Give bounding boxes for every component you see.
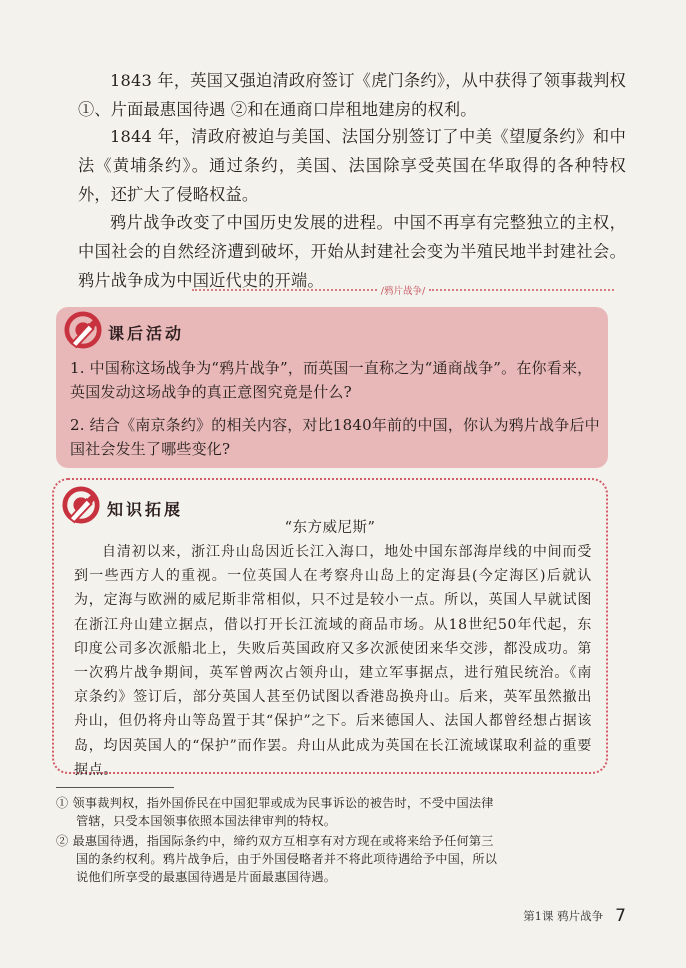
divider-dots-left <box>192 289 377 291</box>
activity-title: 课后活动 <box>108 324 185 343</box>
paragraph-humen-treaty: 1843 年，英国又强迫清政府签订《虎门条约》，从中获得了领事裁判权 ①、片面最惠国待遇 ②和在通商口岸租地建房的权利。 <box>78 71 626 119</box>
section-divider <box>188 283 618 297</box>
footnote-rule <box>56 787 174 788</box>
extension-subtitle: “东方威尼斯” <box>284 520 376 536</box>
pencil-target-icon <box>64 311 102 349</box>
knowledge-extension-box <box>52 478 608 778</box>
activity-question-2: 2. 结合《南京条约》的相关内容，对比1840年前的中国，你认为鸦片战争后中国社会发生了哪些变化? <box>70 416 600 458</box>
divider-label: /鸦片战争/ <box>380 286 426 297</box>
activity-question-1: 1. 中国称这场战争为“鸦片战争”，而英国一直称之为“通商战争”。在你看来，英国发动这场战争的真正意图究竟是什么? <box>70 359 593 401</box>
extension-title: 知识拓展 <box>107 500 184 519</box>
page-number: 7 <box>615 906 626 926</box>
page-footer <box>523 906 626 926</box>
divider-dots-right <box>429 289 614 291</box>
paragraph-opium-war-impact: 鸦片战争改变了中国历史发展的进程。中国不再享有完整独立的主权，中国社会的自然经济遭到破坏，开始从封建社会变为半殖民地半封建社会。鸦片战争成为中国近代史的开端。 <box>78 213 626 290</box>
footnote-most-favored-nation: ② 最惠国待遇，指国际条约中，缔约双方互相享有对方现在或将来给予任何第三国的条约权利。鸦片战争后，由于外国侵略者并不将此项待遇给予中国，所以说他们所享受的最惠国待遇是片面最惠国待遇。 <box>56 834 498 884</box>
lesson-label: 第1课 鸦片战争 <box>523 909 604 923</box>
extension-body: 自清初以来，浙江舟山岛因近长江入海口，地处中国东部海岸线的中间而受到一些西方人的重视。一位英国人在考察舟山岛上的定海县(今定海区)后就认为，定海与欧洲的威尼斯非常相似，只不过是较小一点。所以，英国人早就试图在浙江舟山建立据点，借以打开长江流域的商品市场。从18世纪50年代起，东印度公司多次派船北上，失败后英国政府又多次派使团来华交涉，都没成功。第一次鸦片战争期间，英军曾两次占领舟山，建立军事据点，进行殖民统治。《南京条约》签订后，部分英国人甚至仍试图以香港岛换舟山。后来，英军虽然撤出舟山，但仍将舟山等岛置于其“保护”之下。后来德国人、法国人都曾经想占据该岛，均因英国人的“保护”而作罢。舟山从此成为英国在长江流域谋取利益的重要据点。 <box>74 544 592 778</box>
paragraph-wangxia-huangpu: 1844 年，清政府被迫与美国、法国分别签订了中美《望厦条约》和中法《黄埔条约》。通过条约，美国、法国除享受英国在华取得的各种特权外，还扩大了侵略权益。 <box>78 127 626 204</box>
after-class-activity-box <box>56 307 608 468</box>
footnote-consular-jurisdiction: ① 领事裁判权，指外国侨民在中国犯罪或成为民事诉讼的被告时，不受中国法律管辖，只受本国领事依照本国法律审判的特权。 <box>56 796 494 828</box>
